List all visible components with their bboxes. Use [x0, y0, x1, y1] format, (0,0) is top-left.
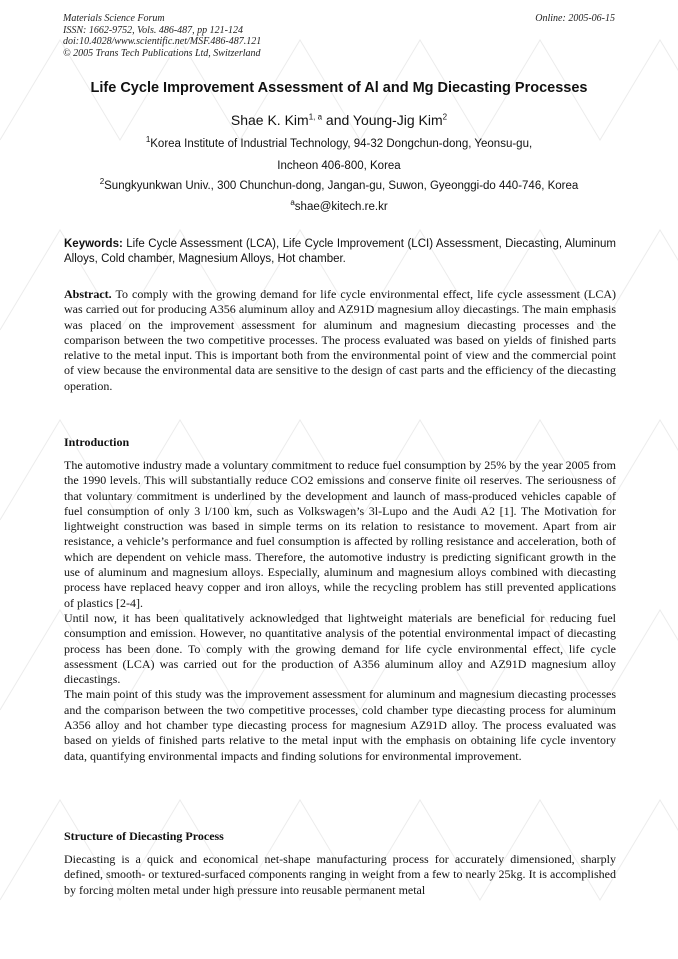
- online-date: Online: 2005-06-15: [535, 13, 615, 24]
- doi-line: doi:10.4028/www.scientific.net/MSF.486-487.121: [63, 36, 262, 47]
- paper-title: Life Cycle Improvement Assessment of Al and Mg Diecasting Processes: [90, 80, 588, 96]
- author-email: $^a$shae@kitech.re.kr: [290, 198, 388, 213]
- introduction-body: [64, 458, 616, 764]
- introduction-paragraph-2: Until now, it has been qualitatively acknowledged that lightweight materials are beneficial for reducing fuel consumption and emission. However, no quantitative analysis of the potential environmental impact of diecasting process has been done. To comply with the growing demand for life cycle environmental effect, life cycle assessment (LCA) was carried out for the production of A356 aluminum alloy and AZ91D magnesium alloy diecastings.: [64, 610, 616, 687]
- affiliation-1-sup: 1: [145, 135, 151, 145]
- introduction-paragraph-3: The main point of this study was the improvement assessment for aluminum and magnesium diecasting processes and the comparison between the two competitive processes, cold chamber type diecasting process for aluminum A356 alloy and hot chamber type diecasting process for magnesium AZ91D alloy. The process evaluated was based on yields of finished parts relative to the metal input with the emphasis on obtaining life cycle inventory data, quantifying environmental impacts and finding solutions for environmental improvement.: [64, 687, 616, 763]
- affiliation-1-line-1: $^1$Korea Institute of Industrial Technology, 94-32 Dongchun-dong, Yeonsu-gu,: [145, 135, 533, 150]
- author-1-sup: 1, a: [308, 112, 323, 122]
- affiliation-1-line-2: Incheon 406-800, Korea: [277, 160, 401, 172]
- abstract-label: Abstract.: [64, 287, 112, 301]
- keywords-block: [64, 237, 616, 267]
- author-1: Shae K. Kim: [230, 112, 309, 128]
- affiliation-2: $^2$Sungkyunkwan Univ., 300 Chunchun-dong, Jangan-gu, Suwon, Gyeonggi-do 440-746, Korea: [99, 177, 579, 192]
- introduction-paragraph-1: The automotive industry made a voluntary commitment to reduce fuel consumption by 25% by the year 2005 from the 1990 levels. This will substantially reduce CO2 emissions and conserve finite oil reserves. The seriousness of that voluntary commitment is underlined by the development and launch of mass-produced vehicles capable of fuel consumption of only 3 l/100 km, such as Volkswagen’s 3l-Lupo and the Audi A2 [1]. The Motivation for lightweight construction was based in simple terms on its relation to resistance to movement. Apart from air resistance, a vehicle’s performance and fuel consumption is affected by rolling resistance and acceleration, both of which are dependent on vehicle mass. Therefore, the automotive industry is predicting significant growth in the use of aluminum and magnesium alloys. Especially, aluminum and magnesium alloys combined with diecasting process have replaced heavy copper and iron alloys, while the recycling problem has still prevented applications of plastics [2-4].: [64, 458, 616, 610]
- keywords-text: Life Cycle Assessment (LCA), Life Cycle Improvement (LCI) Assessment, Diecasting, Aluminum Alloys, Cold chamber, Magnesium Alloys, Hot chamber.: [64, 238, 616, 265]
- journal-header: [63, 13, 261, 59]
- copyright-line: © 2005 Trans Tech Publications Ltd, Switzerland: [63, 47, 261, 59]
- author-2-sup: 2: [442, 112, 448, 122]
- email-sup: a: [290, 198, 295, 208]
- affiliation-2-sup: 2: [99, 177, 105, 187]
- keywords-label: Keywords:: [64, 238, 123, 250]
- abstract-text: To comply with the growing demand for life cycle environmental effect, life cycle assessment (LCA) was carried out for producing A356 aluminum alloy and AZ91D magnesium alloy diecastings. The main emphasis was placed on the improvement assessment for aluminum and magnesium diecasting processes and the comparison between the two competitive processes. The process evaluated was based on yields of finished parts relative to the metal input. This is important both from the environmental point of view and the commercial point of view because the environmental data are sensitive to the design of cast parts and the efficiency of the diecasting operation.: [64, 287, 616, 393]
- author-line: [40, 112, 638, 128]
- abstract-block: [64, 287, 616, 394]
- structure-paragraph-1: Diecasting is a quick and economical net-shape manufacturing process for accurately dimensioned, sharply defined, smooth- or textured-surfaced components ranging in weight from a few to nearly 25kg. It is accomplished by forcing molten metal under high pressure into reusable permanent metal: [64, 852, 616, 897]
- structure-heading: Structure of Diecasting Process: [64, 829, 224, 843]
- author-2: and Young-Jig Kim: [322, 112, 443, 128]
- structure-body: [64, 852, 616, 898]
- journal-name: Materials Science Forum: [63, 13, 165, 24]
- issn-line: ISSN: 1662-9752, Vols. 486-487, pp 121-124: [63, 24, 243, 36]
- introduction-heading: Introduction: [64, 435, 130, 449]
